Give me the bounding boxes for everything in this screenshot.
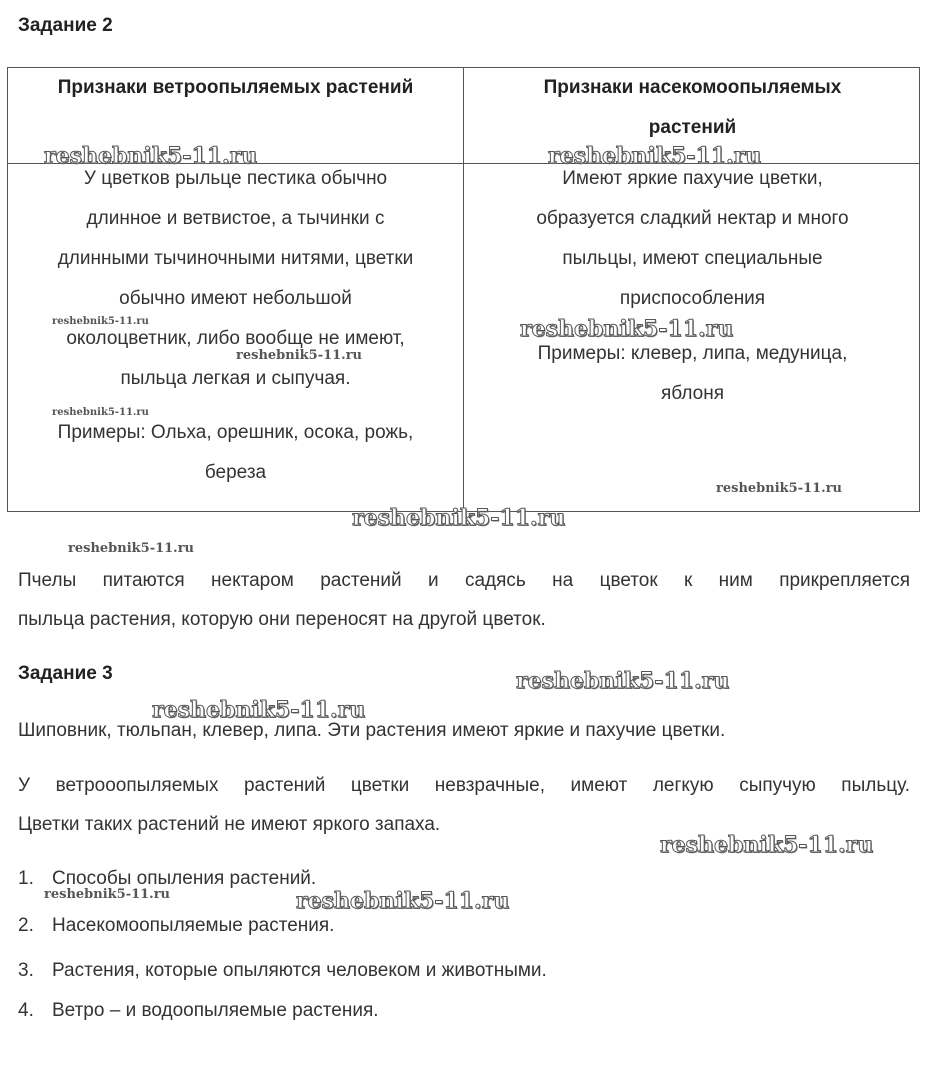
list-text: Ветро – и водоопыляемые растения. — [52, 1000, 379, 1021]
list-number: 1. — [18, 868, 34, 889]
watermark: reshebnik5-11.ru — [52, 407, 149, 418]
watermark: reshebnik5-11.ru — [236, 348, 363, 363]
watermark: reshebnik5-11.ru — [68, 541, 195, 556]
watermark: reshebnik5-11.ru — [548, 143, 762, 169]
table-cell-line: обычно имеют небольшой — [119, 288, 352, 309]
list-text: Растения, которые опыляются человеком и животными. — [52, 960, 547, 981]
task3-answer-line: Шиповник, тюльпан, клевер, липа. Эти растения имеют яркие и пахучие цветки. — [18, 720, 726, 741]
watermark: reshebnik5-11.ru — [152, 697, 366, 723]
table-cell-line: образуется сладкий нектар и много — [536, 208, 849, 229]
list-number: 3. — [18, 960, 34, 981]
watermark: reshebnik5-11.ru — [52, 316, 149, 327]
list-item — [18, 1000, 379, 1022]
list-number: 2. — [18, 915, 34, 936]
table-cell-examples — [464, 334, 921, 414]
task2-paragraph-line: Пчелы питаются нектаром растений и садясь на цветок к ним прикрепляется — [18, 570, 910, 591]
list-item — [18, 915, 334, 937]
table-header-wind-text: Признаки ветроопыляемых растений — [57, 77, 414, 98]
table-cell-line: Примеры: клевер, липа, медуница, — [537, 343, 848, 364]
task2-paragraph-line: пыльца растения, которую они переносят на другой цветок. — [18, 609, 546, 630]
task3-paragraph-line: Цветки таких растений не имеют яркого запаха. — [18, 814, 441, 835]
task2-heading: Задание 2 — [18, 15, 113, 36]
list-item — [18, 868, 316, 890]
table-cell-line: длинное и ветвистое, а тычинки с — [86, 208, 385, 229]
watermark: reshebnik5-11.ru — [296, 888, 510, 914]
list-text: Насекомоопыляемые растения. — [52, 915, 335, 936]
table-header-insect-line: Признаки насекомоопыляемых — [543, 77, 842, 98]
watermark: reshebnik5-11.ru — [520, 316, 734, 342]
table-cell-insect — [464, 159, 921, 414]
table-cell-line: околоцветник, либо вообще не имеют, — [66, 328, 405, 349]
list-number: 4. — [18, 1000, 34, 1021]
watermark: reshebnik5-11.ru — [44, 143, 258, 169]
table-cell-wind — [8, 159, 463, 493]
table-cell-line: У цветков рыльце пестика обычно — [83, 168, 388, 189]
table-cell-line: Примеры: Ольха, орешник, осока, рожь, — [57, 422, 414, 443]
watermark: reshebnik5-11.ru — [44, 887, 171, 902]
table-cell-line: пыльцы, имеют специальные — [562, 248, 823, 269]
watermark: reshebnik5-11.ru — [516, 668, 730, 694]
table-cell-line: Имеют яркие пахучие цветки, — [562, 168, 823, 189]
watermark: reshebnik5-11.ru — [716, 481, 843, 496]
table-header-insect-line: растений — [648, 117, 737, 138]
pollination-table — [7, 67, 920, 512]
table-cell-line: береза — [204, 462, 267, 483]
table-cell-line: яблоня — [661, 383, 724, 404]
list-text: Способы опыления растений. — [52, 868, 317, 889]
table-cell-line: приспособления — [619, 288, 766, 309]
watermark: reshebnik5-11.ru — [660, 832, 874, 858]
table-header-insect — [464, 68, 921, 148]
table-cell-examples — [8, 413, 463, 493]
table-cell-line: длинными тычиночными нитями, цветки — [57, 248, 414, 269]
task3-paragraph-line: У ветрооопыляемых растений цветки невзрачные, имеют легкую сыпучую пыльцу. — [18, 775, 910, 796]
watermark: reshebnik5-11.ru — [352, 505, 566, 531]
list-item — [18, 960, 547, 982]
task3-heading: Задание 3 — [18, 663, 113, 684]
table-header-wind — [8, 68, 463, 108]
table-cell-line: пыльца легкая и сыпучая. — [120, 368, 351, 389]
